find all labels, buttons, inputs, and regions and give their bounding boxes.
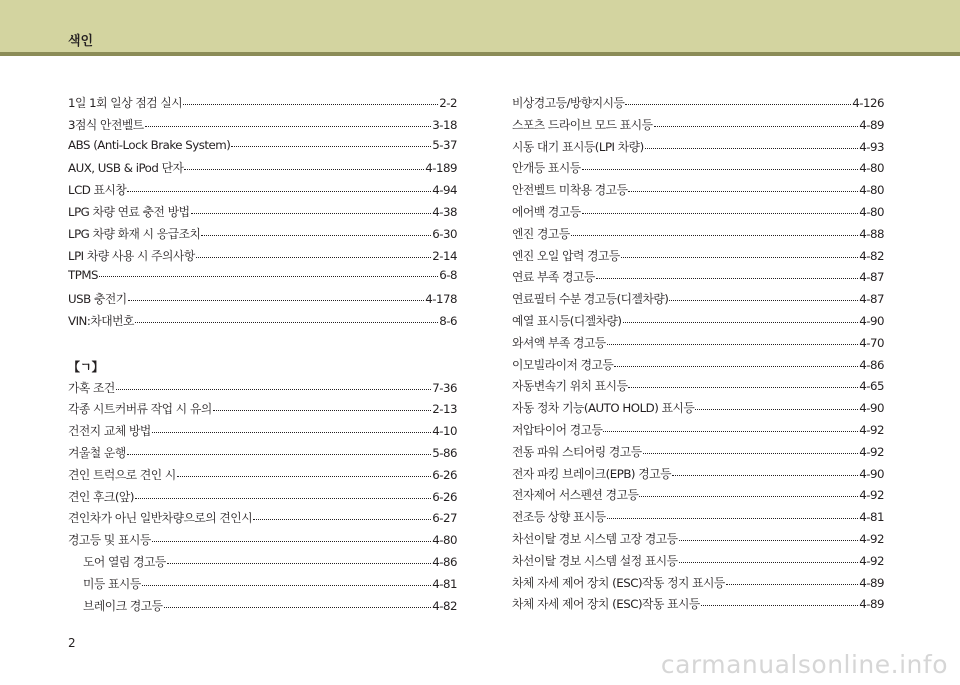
dot-leader xyxy=(695,408,858,410)
entry-label: 차선이탈 경보 시스템 설정 표시등 xyxy=(512,553,678,568)
index-entry[interactable] xyxy=(68,422,457,444)
entry-page: 3-18 xyxy=(432,117,457,132)
index-entry[interactable] xyxy=(68,509,457,531)
entry-page: 4-87 xyxy=(859,292,884,307)
entry-page: 4-80 xyxy=(859,183,884,198)
entry-label: 예열 표시등(디젤차량) xyxy=(512,313,622,328)
dot-leader xyxy=(607,517,859,519)
index-entry[interactable] xyxy=(68,488,457,510)
dot-leader xyxy=(152,540,431,542)
entry-label: 엔진 경고등 xyxy=(512,226,570,241)
dot-leader xyxy=(726,583,858,585)
index-entry[interactable] xyxy=(68,290,457,312)
entry-page: 4-92 xyxy=(859,488,884,503)
dot-leader xyxy=(679,539,859,541)
entry-page: 2-13 xyxy=(432,402,457,417)
entry-label: 와셔액 부족 경고등 xyxy=(512,335,606,350)
index-entry[interactable] xyxy=(68,597,457,619)
entry-label: 건전지 교체 방법 xyxy=(68,424,151,439)
entry-page: 4-82 xyxy=(432,598,457,613)
index-entry[interactable] xyxy=(68,225,457,247)
dot-leader xyxy=(177,475,431,477)
dot-leader xyxy=(607,343,859,345)
entry-label: 저압타이어 경고등 xyxy=(512,422,603,437)
entry-label: LCD 표시창 xyxy=(68,183,127,198)
entry-page: 4-90 xyxy=(859,313,884,328)
entry-page: 6-26 xyxy=(432,489,457,504)
index-column-left xyxy=(68,94,457,618)
index-column-right xyxy=(512,94,884,617)
dot-leader xyxy=(628,190,858,192)
entry-page: 6-27 xyxy=(432,511,457,526)
index-entry[interactable] xyxy=(68,379,457,401)
entry-label: LPG 차량 화재 시 응급조치 xyxy=(68,226,201,241)
entry-label: LPI 차량 사용 시 주의사항 xyxy=(68,248,195,263)
entry-label: 안전벨트 미착용 경고등 xyxy=(512,183,628,198)
entry-page: 4-92 xyxy=(859,531,884,546)
index-group-alnum xyxy=(68,94,457,334)
entry-page: 4-87 xyxy=(859,270,884,285)
dot-leader xyxy=(623,321,859,323)
index-entry[interactable] xyxy=(68,116,457,138)
index-entry[interactable] xyxy=(512,312,884,334)
entry-label: 스포츠 드라이브 모드 표시등 xyxy=(512,117,653,132)
dot-leader xyxy=(135,497,431,499)
dot-leader xyxy=(672,474,858,476)
dot-leader xyxy=(184,168,424,170)
dot-leader xyxy=(196,256,431,258)
dot-leader xyxy=(231,145,431,147)
entry-label: 가혹 조건 xyxy=(68,380,115,395)
dot-leader xyxy=(135,321,438,323)
dot-leader xyxy=(654,125,859,127)
index-entry[interactable] xyxy=(68,400,457,422)
index-entry[interactable] xyxy=(68,94,457,116)
index-entry[interactable] xyxy=(512,94,884,116)
entry-page: 2-2 xyxy=(439,96,457,110)
entry-page: 4-178 xyxy=(425,292,457,307)
entry-label: 자동 정차 기능(AUTO HOLD) 표시등 xyxy=(512,401,695,416)
dot-leader xyxy=(253,518,431,520)
entry-page: 5-86 xyxy=(432,445,457,460)
index-entry[interactable] xyxy=(68,575,457,597)
dot-leader xyxy=(614,365,858,367)
entry-page: 4-82 xyxy=(859,248,884,263)
index-entry[interactable] xyxy=(512,595,884,617)
index-entry[interactable] xyxy=(68,531,457,553)
entry-label: 겨울철 운행 xyxy=(68,445,126,460)
header-bar xyxy=(0,0,960,52)
index-entry[interactable] xyxy=(68,247,457,269)
entry-label: 차체 자세 제어 장치 (ESC)작동 표시등 xyxy=(512,597,700,612)
header-divider xyxy=(0,52,960,56)
entry-page: 4-90 xyxy=(859,466,884,481)
entry-label: 견인차가 아닌 일반차량으로의 견인시 xyxy=(68,511,253,526)
entry-page: 4-80 xyxy=(432,533,457,548)
entry-label: 전자제어 서스펜션 경고등 xyxy=(512,488,639,503)
entry-label: USB 충전기 xyxy=(68,292,127,307)
dot-leader xyxy=(145,125,432,127)
index-entry[interactable] xyxy=(512,552,884,574)
entry-label: 시동 대기 표시등(LPI 차량) xyxy=(512,139,644,154)
entry-label: 미등 표시등 xyxy=(83,576,141,591)
dot-leader xyxy=(201,234,431,236)
dot-leader xyxy=(128,299,425,301)
dot-leader xyxy=(127,453,431,455)
entry-label: 각종 시트커버류 작업 시 유의 xyxy=(68,402,212,417)
dot-leader xyxy=(582,168,859,170)
dot-leader xyxy=(127,190,431,192)
entry-label: 비상경고등/방향지시등 xyxy=(512,96,625,110)
index-group-giyeok xyxy=(68,379,457,619)
entry-page: 4-80 xyxy=(859,204,884,219)
entry-page: 4-86 xyxy=(432,554,457,569)
dot-leader xyxy=(183,103,438,105)
entry-page: 6-26 xyxy=(432,467,457,482)
index-entry[interactable] xyxy=(512,159,884,181)
index-entry[interactable] xyxy=(68,444,457,466)
entry-page: 4-189 xyxy=(425,161,457,176)
dot-leader xyxy=(142,584,431,586)
entry-page: 6-30 xyxy=(432,226,457,241)
index-entry[interactable] xyxy=(512,574,884,596)
entry-label: 전자 파킹 브레이크(EPB) 경고등 xyxy=(512,466,671,481)
entry-label: 이모빌라이저 경고등 xyxy=(512,357,614,372)
index-entry[interactable] xyxy=(512,465,884,487)
index-entry[interactable] xyxy=(68,553,457,575)
dot-leader xyxy=(191,212,432,214)
entry-label: AUX, USB & iPod 단자 xyxy=(68,161,184,176)
index-entry[interactable] xyxy=(512,225,884,247)
index-entry[interactable] xyxy=(512,530,884,552)
index-entry[interactable] xyxy=(68,181,457,203)
dot-leader xyxy=(116,388,431,390)
entry-label: 전동 파워 스티어링 경고등 xyxy=(512,444,642,459)
entry-page: 4-81 xyxy=(432,576,457,591)
index-entry[interactable] xyxy=(512,399,884,421)
dot-leader xyxy=(152,431,431,433)
entry-page: 4-92 xyxy=(859,444,884,459)
entry-label: 1일 1회 일상 점검 실시 xyxy=(68,96,183,110)
entry-page: 6-8 xyxy=(439,268,457,283)
index-entry[interactable] xyxy=(512,138,884,160)
entry-label: 3점식 안전벨트 xyxy=(68,117,144,132)
entry-page: 4-94 xyxy=(432,183,457,198)
entry-page: 8-6 xyxy=(439,313,457,328)
dot-leader xyxy=(571,234,858,236)
entry-label: 견인 트럭으로 견인 시 xyxy=(68,467,176,482)
entry-page: 4-92 xyxy=(859,553,884,568)
entry-page: 4-81 xyxy=(859,510,884,525)
index-entry[interactable] xyxy=(68,159,457,181)
entry-label: 브레이크 경고등 xyxy=(83,598,163,613)
dot-leader xyxy=(213,409,431,411)
entry-page: 5-37 xyxy=(432,137,457,152)
index-entry[interactable] xyxy=(512,508,884,530)
index-entry[interactable] xyxy=(512,181,884,203)
entry-label: TPMS xyxy=(68,268,98,283)
dot-leader xyxy=(679,561,859,563)
dot-leader xyxy=(643,452,859,454)
dot-leader xyxy=(582,212,859,214)
entry-label: ABS (Anti-Lock Brake System) xyxy=(68,137,231,152)
entry-label: 에어백 경고등 xyxy=(512,204,581,219)
index-group-right xyxy=(512,94,884,617)
dot-leader xyxy=(603,430,858,432)
index-entry[interactable] xyxy=(68,466,457,488)
entry-page: 4-89 xyxy=(859,597,884,612)
entry-page: 4-38 xyxy=(432,204,457,219)
dot-leader xyxy=(625,103,851,105)
entry-label: LPG 차량 연료 충전 방법 xyxy=(68,204,190,219)
entry-label: 차체 자세 제어 장치 (ESC)작동 정지 표시등 xyxy=(512,575,725,590)
entry-label: 연료필터 수분 경고등(디젤차량) xyxy=(512,292,669,307)
index-entry[interactable] xyxy=(512,203,884,225)
entry-page: 4-92 xyxy=(859,422,884,437)
index-entry[interactable] xyxy=(512,443,884,465)
entry-label: 차선이탈 경보 시스템 고장 경고등 xyxy=(512,531,678,546)
entry-label: 연료 부족 경고등 xyxy=(512,270,595,285)
entry-page: 4-86 xyxy=(859,357,884,372)
dot-leader xyxy=(639,495,858,497)
index-entry[interactable] xyxy=(512,486,884,508)
entry-page: 4-93 xyxy=(859,139,884,154)
entry-page: 7-36 xyxy=(432,380,457,395)
index-entry[interactable] xyxy=(512,421,884,443)
page-title: 색인 xyxy=(68,34,94,49)
entry-label: 견인 후크(앞) xyxy=(68,489,134,504)
entry-page: 4-89 xyxy=(859,117,884,132)
entry-page: 4-89 xyxy=(859,575,884,590)
watermark: carmanualsonline.info xyxy=(660,650,948,679)
entry-page: 4-70 xyxy=(859,335,884,350)
index-entry[interactable] xyxy=(512,247,884,269)
entry-label: 전조등 상향 표시등 xyxy=(512,510,606,525)
entry-page: 4-10 xyxy=(432,424,457,439)
index-entry[interactable] xyxy=(68,138,457,160)
dot-leader xyxy=(164,606,432,608)
entry-label: 안개등 표시등 xyxy=(512,161,581,176)
entry-page: 4-88 xyxy=(859,226,884,241)
index-entry[interactable] xyxy=(68,268,457,290)
entry-label: 자동변속기 위치 표시등 xyxy=(512,379,628,394)
index-entry[interactable] xyxy=(512,290,884,312)
entry-label: 경고등 및 표시등 xyxy=(68,533,151,548)
dot-leader xyxy=(596,277,858,279)
index-entry[interactable] xyxy=(512,268,884,290)
dot-leader xyxy=(99,275,438,277)
entry-page: 4-90 xyxy=(859,401,884,416)
entry-label: 엔진 오일 압력 경고등 xyxy=(512,248,620,263)
index-entry[interactable] xyxy=(512,377,884,399)
section-heading: 【ㄱ】 xyxy=(68,359,104,374)
index-entry[interactable] xyxy=(68,312,457,334)
entry-page: 4-65 xyxy=(859,379,884,394)
dot-leader xyxy=(669,299,858,301)
entry-page: 4-126 xyxy=(852,96,884,110)
dot-leader xyxy=(701,604,858,606)
entry-label: 도어 열림 경고등 xyxy=(83,554,166,569)
dot-leader xyxy=(167,562,431,564)
page-number: 2 xyxy=(68,636,76,650)
dot-leader xyxy=(621,256,858,258)
dot-leader xyxy=(628,386,858,388)
index-entry[interactable] xyxy=(512,334,884,356)
dot-leader xyxy=(645,147,859,149)
entry-page: 4-80 xyxy=(859,161,884,176)
index-entry[interactable] xyxy=(512,116,884,138)
index-entry[interactable] xyxy=(68,203,457,225)
entry-label: VIN:차대번호 xyxy=(68,313,134,328)
index-entry[interactable] xyxy=(512,356,884,378)
entry-page: 2-14 xyxy=(432,248,457,263)
